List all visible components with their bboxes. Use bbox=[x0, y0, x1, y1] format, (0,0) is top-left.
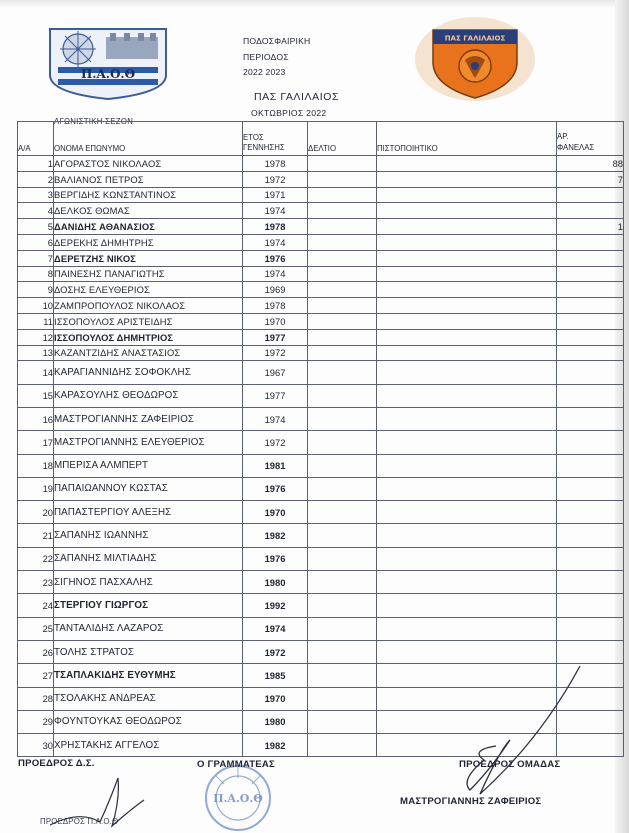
table-row bbox=[18, 524, 624, 547]
row-birth-year: 1978 bbox=[243, 298, 308, 314]
table-row bbox=[18, 361, 624, 384]
row-jersey bbox=[557, 571, 624, 594]
row-number: 7 bbox=[18, 250, 54, 266]
table-row bbox=[18, 329, 624, 345]
row-deltio bbox=[308, 501, 377, 524]
table-row bbox=[18, 407, 624, 430]
month-title: ΟΚΤΩΒΡΙΟΣ 2022 bbox=[251, 108, 327, 118]
galilaios-logo-text: ΠΑΣ ΓΑΛΙΛΑΙΟΣ bbox=[444, 34, 506, 43]
col-year-header bbox=[243, 122, 308, 156]
row-birth-year: 1974 bbox=[243, 407, 308, 430]
row-deltio bbox=[308, 171, 377, 187]
table-row bbox=[18, 571, 624, 594]
president-paoth-label: ΠΡΟΕΔΡΟΣ Π.Α.Ο.Θ bbox=[40, 817, 119, 826]
row-birth-year: 1971 bbox=[243, 187, 308, 203]
row-name: ΙΣΣΟΠΟΥΛΟΣ ΑΡΙΣΤΕΙΔΗΣ bbox=[54, 313, 243, 329]
row-deltio bbox=[308, 407, 377, 430]
row-jersey bbox=[557, 407, 624, 430]
row-certificate bbox=[377, 282, 557, 298]
row-number: 30 bbox=[18, 734, 54, 757]
row-deltio bbox=[308, 250, 377, 266]
row-jersey bbox=[557, 345, 624, 361]
row-number: 2 bbox=[18, 171, 54, 187]
row-jersey bbox=[557, 454, 624, 477]
row-number: 4 bbox=[18, 203, 54, 219]
row-certificate bbox=[377, 313, 557, 329]
row-number: 1 bbox=[18, 156, 54, 172]
row-deltio bbox=[308, 156, 377, 172]
row-certificate bbox=[377, 298, 557, 314]
row-jersey: 88 bbox=[557, 156, 624, 172]
row-name: ΚΑΡΑΓΙΑΝΝΙΔΗΣ ΣΟΦΟΚΛΗΣ bbox=[54, 361, 243, 384]
row-name: ΙΣΣΟΠΟΥΛΟΣ ΔΗΜΗΤΡΙΟΣ bbox=[54, 329, 243, 345]
row-number: 20 bbox=[18, 501, 54, 524]
row-certificate bbox=[377, 594, 557, 617]
table-row bbox=[18, 219, 624, 235]
row-birth-year: 1982 bbox=[243, 734, 308, 757]
row-name: ΠΑΙΝΕΣΗΣ ΠΑΝΑΓΙΩΤΗΣ bbox=[54, 266, 243, 282]
team-title: ΠΑΣ ΓΑΛΙΛΑΙΟΣ bbox=[254, 91, 340, 103]
col-cert-header: ΠΙΣΤΟΠΟΙΗΤΙΚΟ bbox=[377, 122, 557, 156]
row-deltio bbox=[308, 234, 377, 250]
row-number: 27 bbox=[18, 664, 54, 687]
row-certificate bbox=[377, 524, 557, 547]
row-birth-year: 1969 bbox=[243, 282, 308, 298]
table-row bbox=[18, 298, 624, 314]
paoth-logo-text: Π.Α.Ο.Θ bbox=[80, 67, 136, 81]
row-name: ΖΑΜΠΡΟΠΟΥΛΟΣ ΝΙΚΟΛΑΟΣ bbox=[54, 298, 243, 314]
row-certificate bbox=[377, 407, 557, 430]
row-birth-year: 1992 bbox=[243, 594, 308, 617]
row-certificate bbox=[377, 329, 557, 345]
row-jersey bbox=[557, 617, 624, 640]
row-deltio bbox=[308, 384, 377, 407]
row-birth-year: 1974 bbox=[243, 266, 308, 282]
row-jersey bbox=[557, 384, 624, 407]
row-jersey bbox=[557, 250, 624, 266]
row-jersey bbox=[557, 431, 624, 454]
row-birth-year: 1967 bbox=[243, 361, 308, 384]
row-number: 9 bbox=[18, 282, 54, 298]
row-jersey bbox=[557, 361, 624, 384]
league-header bbox=[243, 34, 310, 81]
row-birth-year: 1972 bbox=[243, 171, 308, 187]
table-row bbox=[18, 345, 624, 361]
row-birth-year: 1982 bbox=[243, 524, 308, 547]
table-row bbox=[18, 501, 624, 524]
row-deltio bbox=[308, 664, 377, 687]
table-header-row bbox=[18, 122, 624, 156]
row-birth-year: 1974 bbox=[243, 234, 308, 250]
row-number: 8 bbox=[18, 266, 54, 282]
row-name: ΧΡΗΣΤΑΚΗΣ ΑΓΓΕΛΟΣ bbox=[54, 734, 243, 757]
row-birth-year: 1972 bbox=[243, 640, 308, 663]
row-name: ΔΟΣΗΣ ΕΛΕΥΘΕΡΙΟΣ bbox=[54, 282, 243, 298]
row-birth-year: 1972 bbox=[243, 345, 308, 361]
row-number: 18 bbox=[18, 454, 54, 477]
table-row bbox=[18, 250, 624, 266]
row-certificate bbox=[377, 431, 557, 454]
row-deltio bbox=[308, 431, 377, 454]
row-number: 3 bbox=[18, 187, 54, 203]
row-number: 11 bbox=[18, 313, 54, 329]
row-number: 15 bbox=[18, 384, 54, 407]
row-certificate bbox=[377, 234, 557, 250]
table-row bbox=[18, 203, 624, 219]
signature-team-president bbox=[440, 660, 590, 810]
row-number: 6 bbox=[18, 234, 54, 250]
row-jersey bbox=[557, 266, 624, 282]
galilaios-logo bbox=[413, 16, 537, 102]
row-birth-year: 1978 bbox=[243, 156, 308, 172]
row-deltio bbox=[308, 203, 377, 219]
row-certificate bbox=[377, 384, 557, 407]
row-birth-year: 1985 bbox=[243, 664, 308, 687]
row-certificate bbox=[377, 501, 557, 524]
row-certificate bbox=[377, 156, 557, 172]
row-birth-year: 1980 bbox=[243, 571, 308, 594]
row-name: ΒΑΛΙΑΝΟΣ ΠΕΤΡΟΣ bbox=[54, 171, 243, 187]
row-number: 14 bbox=[18, 361, 54, 384]
signature-president-ds bbox=[40, 770, 150, 832]
row-name: ΔΑΝΙΔΗΣ ΑΘΑΝΑΣΙΟΣ bbox=[54, 219, 243, 235]
header-line-3: 2022 2023 bbox=[243, 67, 286, 77]
table-row bbox=[18, 156, 624, 172]
row-birth-year: 1972 bbox=[243, 431, 308, 454]
row-certificate bbox=[377, 171, 557, 187]
secretary-label: Ο ΓΡΑΜΜΑΤΕΑΣ bbox=[197, 759, 275, 770]
table-row bbox=[18, 234, 624, 250]
row-deltio bbox=[308, 361, 377, 384]
row-deltio bbox=[308, 710, 377, 733]
col-name-header: ΟΝΟΜΑ ΕΠΩΝΥΜΟ bbox=[54, 122, 243, 156]
table-row bbox=[18, 547, 624, 570]
row-birth-year: 1974 bbox=[243, 617, 308, 640]
row-name: ΜΑΣΤΡΟΓΙΑΝΝΗΣ ΕΛΕΥΘΕΡΙΟΣ bbox=[54, 431, 243, 454]
row-name: ΤΟΛΗΣ ΣΤΡΑΤΟΣ bbox=[54, 640, 243, 663]
row-jersey bbox=[557, 187, 624, 203]
row-name: ΚΑΡΑΣΟΥΛΗΣ ΘΕΟΔΩΡΟΣ bbox=[54, 384, 243, 407]
row-jersey bbox=[557, 298, 624, 314]
row-name: ΔΕΡΕΤΖΗΣ ΝΙΚΟΣ bbox=[54, 250, 243, 266]
row-birth-year: 1970 bbox=[243, 313, 308, 329]
table-row bbox=[18, 594, 624, 617]
row-name: ΠΑΠΑΣΤΕΡΓΙΟΥ ΑΛΕΞΗΣ bbox=[54, 501, 243, 524]
row-name: ΣΑΠΑΝΗΣ ΙΩΑΝΝΗΣ bbox=[54, 524, 243, 547]
row-name: ΔΕΛΚΟΣ ΘΩΜΑΣ bbox=[54, 203, 243, 219]
season-label: ΑΓΩΝΙΣΤΙΚΗ ΣΕΖΟΝ bbox=[54, 117, 134, 126]
row-name: ΜΑΣΤΡΟΓΙΑΝΝΗΣ ΖΑΦΕΙΡΙΟΣ bbox=[54, 407, 243, 430]
row-jersey bbox=[557, 501, 624, 524]
row-jersey bbox=[557, 282, 624, 298]
row-certificate bbox=[377, 345, 557, 361]
svg-text:Π.Α.Ο.Θ: Π.Α.Ο.Θ bbox=[213, 792, 263, 805]
row-jersey bbox=[557, 547, 624, 570]
row-birth-year: 1970 bbox=[243, 687, 308, 710]
table-row bbox=[18, 313, 624, 329]
col-deltio-header: ΔΕΛΤΙΟ bbox=[308, 122, 377, 156]
row-name: ΦΟΥΝΤΟΥΚΑΣ ΘΕΟΔΩΡΟΣ bbox=[54, 710, 243, 733]
row-deltio bbox=[308, 640, 377, 663]
row-name: ΚΑΖΑΝΤΖΙΔΗΣ ΑΝΑΣΤΑΣΙΟΣ bbox=[54, 345, 243, 361]
row-name: ΒΕΡΓΙΔΗΣ ΚΩΝΣΤΑΝΤΙΝΟΣ bbox=[54, 187, 243, 203]
col-jersey-header bbox=[557, 122, 624, 156]
row-deltio bbox=[308, 298, 377, 314]
row-deltio bbox=[308, 524, 377, 547]
row-certificate bbox=[377, 547, 557, 570]
table-row bbox=[18, 477, 624, 500]
row-deltio bbox=[308, 547, 377, 570]
table-row bbox=[18, 617, 624, 640]
row-birth-year: 1977 bbox=[243, 329, 308, 345]
row-name: ΣΤΕΡΓΙΟΥ ΓΙΩΡΓΟΣ bbox=[54, 594, 243, 617]
row-number: 29 bbox=[18, 710, 54, 733]
row-number: 23 bbox=[18, 571, 54, 594]
row-deltio bbox=[308, 571, 377, 594]
row-jersey bbox=[557, 203, 624, 219]
row-jersey bbox=[557, 329, 624, 345]
row-deltio bbox=[308, 617, 377, 640]
row-deltio bbox=[308, 734, 377, 757]
row-number: 19 bbox=[18, 477, 54, 500]
table-row bbox=[18, 187, 624, 203]
table-row bbox=[18, 384, 624, 407]
row-jersey bbox=[557, 477, 624, 500]
row-birth-year: 1976 bbox=[243, 547, 308, 570]
row-number: 12 bbox=[18, 329, 54, 345]
row-certificate bbox=[377, 187, 557, 203]
row-certificate bbox=[377, 250, 557, 266]
row-deltio bbox=[308, 187, 377, 203]
col-jersey-header-line2: ΦΑΝΕΛΑΣ bbox=[557, 143, 595, 152]
row-number: 5 bbox=[18, 219, 54, 235]
row-birth-year: 1970 bbox=[243, 501, 308, 524]
row-birth-year: 1976 bbox=[243, 250, 308, 266]
row-certificate bbox=[377, 266, 557, 282]
col-aa-header: Α/Α bbox=[18, 122, 54, 156]
table-row bbox=[18, 171, 624, 187]
row-jersey bbox=[557, 313, 624, 329]
row-number: 17 bbox=[18, 431, 54, 454]
row-deltio bbox=[308, 313, 377, 329]
table-row bbox=[18, 431, 624, 454]
row-name: ΤΑΝΤΑΛΙΔΗΣ ΛΑΖΑΡΟΣ bbox=[54, 617, 243, 640]
row-number: 22 bbox=[18, 547, 54, 570]
scan-shadow-top bbox=[0, 0, 629, 8]
row-deltio bbox=[308, 282, 377, 298]
row-certificate bbox=[377, 454, 557, 477]
row-number: 28 bbox=[18, 687, 54, 710]
row-name: ΣΑΠΑΝΗΣ ΜΙΛΤΙΑΔΗΣ bbox=[54, 547, 243, 570]
row-jersey: 1 bbox=[557, 219, 624, 235]
row-jersey bbox=[557, 524, 624, 547]
row-deltio bbox=[308, 687, 377, 710]
header-line-2: ΠΕΡΙΟΔΟΣ bbox=[243, 51, 289, 62]
row-number: 21 bbox=[18, 524, 54, 547]
team-president-label: ΠΡΟΕΔΡΟΣ ΟΜΑΔΑΣ bbox=[459, 759, 561, 770]
row-certificate bbox=[377, 477, 557, 500]
row-name: ΤΣΑΠΛΑΚΙΔΗΣ ΕΥΘΥΜΗΣ bbox=[54, 664, 243, 687]
table-row bbox=[18, 454, 624, 477]
row-number: 13 bbox=[18, 345, 54, 361]
row-name: ΑΓΟΡΑΣΤΟΣ ΝΙΚΟΛΑΟΣ bbox=[54, 156, 243, 172]
row-number: 24 bbox=[18, 594, 54, 617]
row-deltio bbox=[308, 345, 377, 361]
row-number: 26 bbox=[18, 640, 54, 663]
row-jersey: 7 bbox=[557, 171, 624, 187]
row-name: ΤΣΟΛΑΚΗΣ ΑΝΔΡΕΑΣ bbox=[54, 687, 243, 710]
row-name: ΔΕΡΕΚΗΣ ΔΗΜΗΤΡΗΣ bbox=[54, 234, 243, 250]
president-ds-label: ΠΡΟΕΔΡΟΣ Δ.Σ. bbox=[18, 758, 95, 769]
header-line-1: ΠΟΔΟΣΦΑΙΡΙΚΗ bbox=[243, 36, 311, 46]
row-name: ΜΠΕΡΙΣΑ ΑΛΜΠΕΡΤ bbox=[54, 454, 243, 477]
row-certificate bbox=[377, 617, 557, 640]
row-certificate bbox=[377, 361, 557, 384]
row-deltio bbox=[308, 454, 377, 477]
row-birth-year: 1978 bbox=[243, 219, 308, 235]
col-year-header-line1: ΕΤΟΣ bbox=[243, 133, 264, 142]
row-number: 25 bbox=[18, 617, 54, 640]
row-certificate bbox=[377, 219, 557, 235]
row-number: 16 bbox=[18, 407, 54, 430]
row-jersey bbox=[557, 594, 624, 617]
table-row bbox=[18, 266, 624, 282]
row-deltio bbox=[308, 329, 377, 345]
team-president-name: ΜΑΣΤΡΟΓΙΑΝΝΗΣ ΖΑΦΕΙΡΙΟΣ bbox=[400, 796, 542, 807]
row-number: 10 bbox=[18, 298, 54, 314]
paoth-logo bbox=[44, 23, 172, 101]
row-birth-year: 1981 bbox=[243, 454, 308, 477]
row-name: ΠΑΠΑΙΩΑΝΝΟΥ ΚΩΣΤΑΣ bbox=[54, 477, 243, 500]
col-jersey-header-line1: ΑΡ. bbox=[557, 132, 569, 141]
table-row bbox=[18, 282, 624, 298]
row-name: ΣΙΓΗΝΟΣ ΠΑΣΧΑΛΗΣ bbox=[54, 571, 243, 594]
row-deltio bbox=[308, 594, 377, 617]
row-birth-year: 1976 bbox=[243, 477, 308, 500]
row-birth-year: 1977 bbox=[243, 384, 308, 407]
col-year-header-line2: ΓΕΝΝΗΣΗΣ bbox=[243, 143, 285, 152]
row-jersey bbox=[557, 234, 624, 250]
row-birth-year: 1974 bbox=[243, 203, 308, 219]
row-certificate bbox=[377, 571, 557, 594]
row-deltio bbox=[308, 219, 377, 235]
row-birth-year: 1980 bbox=[243, 710, 308, 733]
row-deltio bbox=[308, 477, 377, 500]
row-deltio bbox=[308, 266, 377, 282]
row-certificate bbox=[377, 203, 557, 219]
